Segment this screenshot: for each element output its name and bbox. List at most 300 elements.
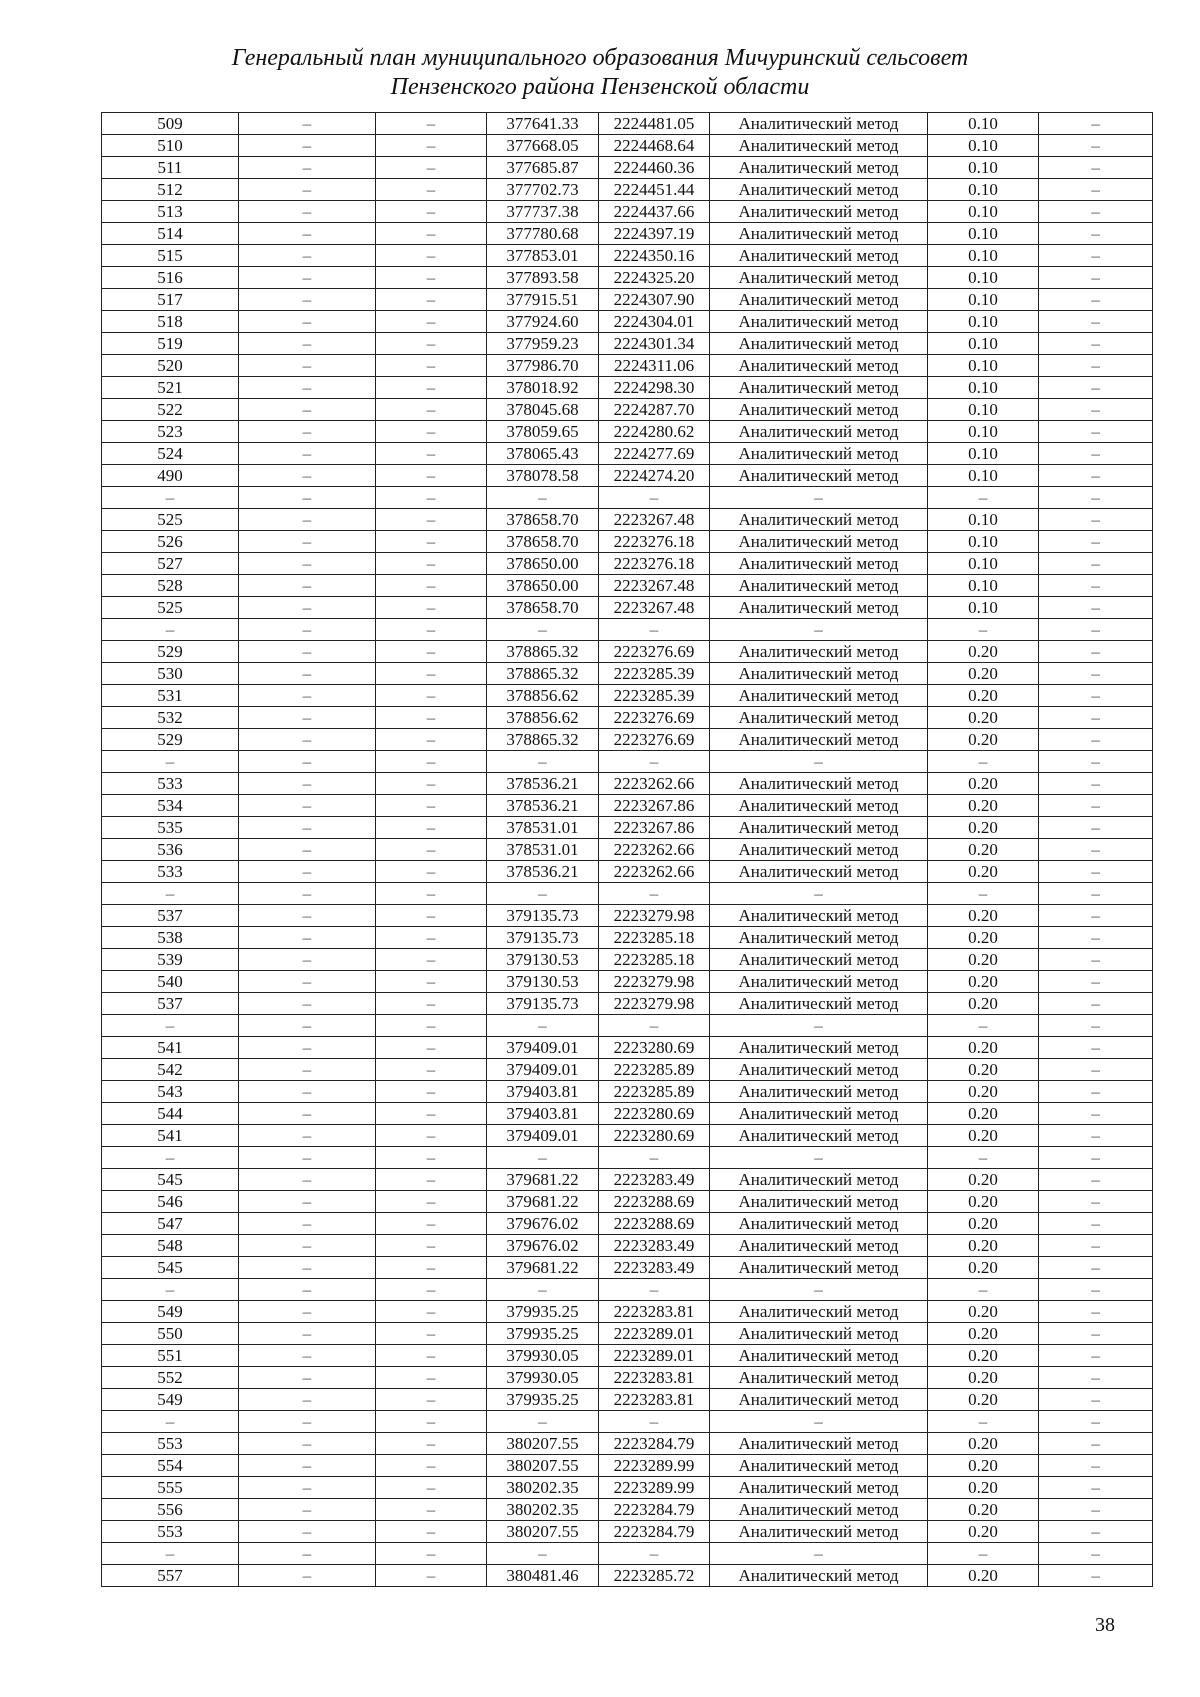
table-cell: – [1039,1125,1153,1147]
table-row [102,289,1153,311]
table-cell: 0.20 [927,685,1039,707]
table-cell: 540 [102,971,239,993]
table-row [102,553,1153,575]
table-cell: 553 [102,1433,239,1455]
table-cell: – [238,685,375,707]
table-cell: 2224325.20 [598,267,710,289]
table-cell: Аналитический метод [710,993,927,1015]
table-cell: Аналитический метод [710,839,927,861]
table-row [102,157,1153,179]
table-cell: 0.10 [927,289,1039,311]
table-cell: – [487,751,599,773]
table-cell: 0.20 [927,729,1039,751]
table-cell: 530 [102,663,239,685]
table-cell: – [238,289,375,311]
table-cell: – [487,883,599,905]
table-cell: 0.20 [927,971,1039,993]
table-cell: Аналитический метод [710,553,927,575]
table-cell: 2223285.18 [598,949,710,971]
table-cell: – [238,1499,375,1521]
table-cell: Аналитический метод [710,157,927,179]
table-cell: – [375,1081,487,1103]
table-cell: 0.20 [927,817,1039,839]
table-cell: – [1039,707,1153,729]
table-cell: – [238,1147,375,1169]
table-cell: – [1039,1411,1153,1433]
table-cell: 2224280.62 [598,421,710,443]
table-cell: – [238,113,375,135]
table-cell: 379681.22 [487,1191,599,1213]
table-cell: – [710,1015,927,1037]
table-cell: Аналитический метод [710,1235,927,1257]
table-cell: 0.20 [927,1169,1039,1191]
table-row [102,1059,1153,1081]
table-cell: Аналитический метод [710,1389,927,1411]
table-cell: 557 [102,1565,239,1587]
table-row [102,1499,1153,1521]
table-cell: Аналитический метод [710,1169,927,1191]
table-row [102,1323,1153,1345]
table-cell: 537 [102,905,239,927]
table-cell: – [375,641,487,663]
table-cell: 378018.92 [487,377,599,399]
table-cell: – [1039,1323,1153,1345]
table-cell: – [238,1059,375,1081]
table-cell: – [375,905,487,927]
table-cell: 380481.46 [487,1565,599,1587]
table-cell: Аналитический метод [710,795,927,817]
table-cell: – [375,1213,487,1235]
table-cell: – [1039,553,1153,575]
table-cell: 538 [102,927,239,949]
table-cell: 2223262.66 [598,839,710,861]
table-cell: 377702.73 [487,179,599,201]
table-cell: – [238,619,375,641]
table-cell: – [710,1279,927,1301]
table-cell: – [487,1147,599,1169]
table-cell: 379681.22 [487,1169,599,1191]
table-cell: 2224481.05 [598,113,710,135]
table-cell: – [238,707,375,729]
table-cell: – [238,663,375,685]
table-cell: 379676.02 [487,1213,599,1235]
table-cell: Аналитический метод [710,267,927,289]
table-cell: – [1039,1037,1153,1059]
table-cell: 378065.43 [487,443,599,465]
table-row [102,1169,1153,1191]
table-cell: – [375,1191,487,1213]
table-cell: – [375,883,487,905]
table-cell: 0.10 [927,597,1039,619]
table-cell: 2223267.48 [598,597,710,619]
table-row [102,663,1153,685]
table-cell: – [1039,685,1153,707]
table-cell: – [927,1543,1039,1565]
table-cell: 2223280.69 [598,1037,710,1059]
table-cell: 2224307.90 [598,289,710,311]
table-cell: 2223285.18 [598,927,710,949]
table-cell: – [375,597,487,619]
table-cell: 378045.68 [487,399,599,421]
table-cell: – [1039,861,1153,883]
table-cell: – [710,1147,927,1169]
table-cell: Аналитический метод [710,707,927,729]
table-cell: – [375,1455,487,1477]
table-cell: 0.10 [927,113,1039,135]
table-cell: 545 [102,1257,239,1279]
table-cell: – [102,751,239,773]
table-row [102,597,1153,619]
table-cell: 0.20 [927,1565,1039,1587]
table-cell: 0.10 [927,575,1039,597]
table-cell: 0.10 [927,531,1039,553]
table-cell: – [1039,399,1153,421]
table-cell: – [102,487,239,509]
table-cell: – [1039,1257,1153,1279]
table-cell: 544 [102,1103,239,1125]
table-cell: – [1039,223,1153,245]
table-cell: 0.20 [927,1125,1039,1147]
table-cell: Аналитический метод [710,1081,927,1103]
table-row [102,1015,1153,1037]
table-cell: – [710,751,927,773]
table-cell: – [710,487,927,509]
table-cell: – [375,1477,487,1499]
table-cell: 2223279.98 [598,971,710,993]
table-cell: 2223262.66 [598,773,710,795]
table-cell: – [1039,927,1153,949]
table-cell: – [598,1543,710,1565]
table-row [102,245,1153,267]
table-row [102,201,1153,223]
table-cell: – [238,465,375,487]
table-cell: – [375,1323,487,1345]
table-cell: Аналитический метод [710,179,927,201]
table-cell: 2223276.69 [598,641,710,663]
table-cell: – [238,201,375,223]
table-row [102,377,1153,399]
table-cell: – [238,245,375,267]
table-row [102,179,1153,201]
table-cell: 2223283.49 [598,1257,710,1279]
table-cell: 378536.21 [487,773,599,795]
table-cell: – [102,1279,239,1301]
table-cell: 378650.00 [487,575,599,597]
table-cell: – [238,1521,375,1543]
table-cell: 379935.25 [487,1323,599,1345]
table-cell: 0.10 [927,553,1039,575]
table-row [102,685,1153,707]
table-cell: – [598,1015,710,1037]
table-row [102,1037,1153,1059]
table-row [102,1235,1153,1257]
table-cell: – [1039,729,1153,751]
table-cell: – [927,1147,1039,1169]
table-row [102,311,1153,333]
table-row [102,1103,1153,1125]
table-cell: – [1039,1565,1153,1587]
table-cell: – [375,553,487,575]
table-cell: 2224287.70 [598,399,710,421]
table-cell: – [238,773,375,795]
table-cell: – [238,1477,375,1499]
table-cell: 378658.70 [487,509,599,531]
table-cell: 537 [102,993,239,1015]
table-cell: – [102,1147,239,1169]
table-cell: – [375,289,487,311]
table-cell: – [375,465,487,487]
table-cell: 2223276.69 [598,729,710,751]
table-cell: 529 [102,641,239,663]
table-cell: 2224298.30 [598,377,710,399]
table-cell: 379135.73 [487,905,599,927]
table-cell: 513 [102,201,239,223]
table-cell: – [238,1257,375,1279]
table-cell: 2223289.01 [598,1323,710,1345]
table-cell: 2224350.16 [598,245,710,267]
table-cell: – [1039,443,1153,465]
table-cell: 527 [102,553,239,575]
table-cell: 2223276.69 [598,707,710,729]
table-cell: 0.10 [927,421,1039,443]
table-cell: – [710,1543,927,1565]
table-cell: – [238,751,375,773]
table-cell: Аналитический метод [710,1521,927,1543]
table-cell: 377780.68 [487,223,599,245]
header-line-1: Генеральный план муниципального образования Мичуринский сельсовет [231,45,969,71]
table-cell: – [238,729,375,751]
page-number: 38 [1095,1614,1115,1636]
table-cell: – [375,443,487,465]
table-cell: 378536.21 [487,861,599,883]
table-cell: 543 [102,1081,239,1103]
table-cell: – [1039,971,1153,993]
table-row [102,1191,1153,1213]
table-cell: – [238,949,375,971]
table-cell: 520 [102,355,239,377]
table-row [102,773,1153,795]
table-cell: Аналитический метод [710,1213,927,1235]
table-row [102,993,1153,1015]
table-cell: Аналитический метод [710,1037,927,1059]
table-cell: 377924.60 [487,311,599,333]
table-row [102,531,1153,553]
table-cell: 379930.05 [487,1367,599,1389]
table-row [102,883,1153,905]
table-row [102,1257,1153,1279]
table-cell: 2223289.01 [598,1345,710,1367]
table-cell: – [375,377,487,399]
table-row [102,355,1153,377]
table-cell: Аналитический метод [710,289,927,311]
table-cell: Аналитический метод [710,949,927,971]
table-cell: Аналитический метод [710,905,927,927]
table-cell: – [598,751,710,773]
table-cell: – [1039,1367,1153,1389]
table-row [102,861,1153,883]
table-cell: – [1039,135,1153,157]
table-cell: Аналитический метод [710,1191,927,1213]
table-cell: 541 [102,1037,239,1059]
table-cell: 0.20 [927,1103,1039,1125]
table-row [102,707,1153,729]
table-row [102,443,1153,465]
table-cell: 545 [102,1169,239,1191]
table-row [102,817,1153,839]
table-cell: – [238,1389,375,1411]
table-cell: 0.20 [927,1059,1039,1081]
table-cell: Аналитический метод [710,1125,927,1147]
table-cell: – [238,1301,375,1323]
table-cell: Аналитический метод [710,443,927,465]
table-cell: 0.20 [927,1257,1039,1279]
table-cell: – [238,1125,375,1147]
table-cell: – [375,1015,487,1037]
table-row [102,421,1153,443]
table-cell: – [1039,377,1153,399]
table-cell: 2224397.19 [598,223,710,245]
table-cell: 2224451.44 [598,179,710,201]
table-cell: – [710,619,927,641]
table-cell: 511 [102,157,239,179]
table-cell: 2223279.98 [598,905,710,927]
table-cell: 490 [102,465,239,487]
table-row [102,905,1153,927]
table-cell: – [927,1015,1039,1037]
table-cell: 379130.53 [487,949,599,971]
table-cell: 514 [102,223,239,245]
table-cell: – [238,883,375,905]
table-cell: – [1039,1015,1153,1037]
table-row [102,1433,1153,1455]
table-cell: – [375,707,487,729]
table-cell: 533 [102,861,239,883]
table-cell: – [375,575,487,597]
table-cell: Аналитический метод [710,1059,927,1081]
table-cell: – [238,487,375,509]
table-cell: 525 [102,597,239,619]
table-cell: 515 [102,245,239,267]
table-cell: 379935.25 [487,1301,599,1323]
table-cell: – [1039,993,1153,1015]
table-cell: Аналитический метод [710,597,927,619]
table-cell: 553 [102,1521,239,1543]
table-cell: – [375,201,487,223]
table-cell: 0.20 [927,993,1039,1015]
table-cell: – [238,377,375,399]
table-cell: 2224311.06 [598,355,710,377]
table-cell: – [1039,1235,1153,1257]
table-cell: – [238,421,375,443]
table-cell: 378865.32 [487,729,599,751]
table-cell: – [1039,1301,1153,1323]
table-row [102,333,1153,355]
table-row [102,729,1153,751]
table-cell: – [1039,267,1153,289]
table-cell: 377641.33 [487,113,599,135]
table-cell: 525 [102,509,239,531]
table-cell: 550 [102,1323,239,1345]
table-cell: – [927,1411,1039,1433]
table-cell: 542 [102,1059,239,1081]
table-cell: 0.20 [927,949,1039,971]
table-row [102,949,1153,971]
table-row [102,1213,1153,1235]
table-cell: – [375,157,487,179]
table-cell: 380202.35 [487,1477,599,1499]
table-cell: – [1039,333,1153,355]
table-cell: – [238,1235,375,1257]
table-cell: – [1039,1345,1153,1367]
table-cell: – [375,861,487,883]
table-cell: 0.10 [927,333,1039,355]
table-cell: 2223285.72 [598,1565,710,1587]
table-cell: 535 [102,817,239,839]
table-cell: – [102,883,239,905]
table-row [102,1279,1153,1301]
table-cell: – [238,1565,375,1587]
table-cell: 534 [102,795,239,817]
table-cell: 2223276.18 [598,531,710,553]
table-cell: – [1039,1081,1153,1103]
table-row [102,1389,1153,1411]
table-cell: 517 [102,289,239,311]
table-cell: 377737.38 [487,201,599,223]
table-cell: – [375,1257,487,1279]
table-cell: – [375,993,487,1015]
table-cell: 531 [102,685,239,707]
table-cell: – [375,773,487,795]
table-cell: – [238,1037,375,1059]
table-cell: 0.20 [927,1433,1039,1455]
table-cell: 0.20 [927,773,1039,795]
table-cell: – [238,993,375,1015]
table-cell: Аналитический метод [710,641,927,663]
table-cell: 524 [102,443,239,465]
table-cell: – [1039,245,1153,267]
table-cell: Аналитический метод [710,773,927,795]
table-cell: – [487,619,599,641]
table-cell: Аналитический метод [710,1499,927,1521]
table-cell: 536 [102,839,239,861]
table-cell: – [238,839,375,861]
table-cell: 0.10 [927,443,1039,465]
table-cell: – [1039,773,1153,795]
table-cell: 2224468.64 [598,135,710,157]
table-cell: – [1039,421,1153,443]
table-cell: 2223289.99 [598,1455,710,1477]
table-cell: – [1039,795,1153,817]
table-cell: Аналитический метод [710,311,927,333]
table-cell: Аналитический метод [710,399,927,421]
header-line-2: Пензенского района Пензенской области [390,74,810,100]
table-cell: 0.20 [927,1477,1039,1499]
table-cell: 551 [102,1345,239,1367]
table-cell: 0.20 [927,1521,1039,1543]
table-row [102,927,1153,949]
table-cell: – [375,751,487,773]
table-cell: 378658.70 [487,531,599,553]
table-cell: 379403.81 [487,1103,599,1125]
table-cell: – [375,421,487,443]
table-cell: 0.20 [927,641,1039,663]
table-cell: – [375,1037,487,1059]
table-cell: – [1039,465,1153,487]
table-cell: Аналитический метод [710,113,927,135]
table-cell: – [1039,201,1153,223]
table-cell: 2223276.18 [598,553,710,575]
table-cell: 379930.05 [487,1345,599,1367]
